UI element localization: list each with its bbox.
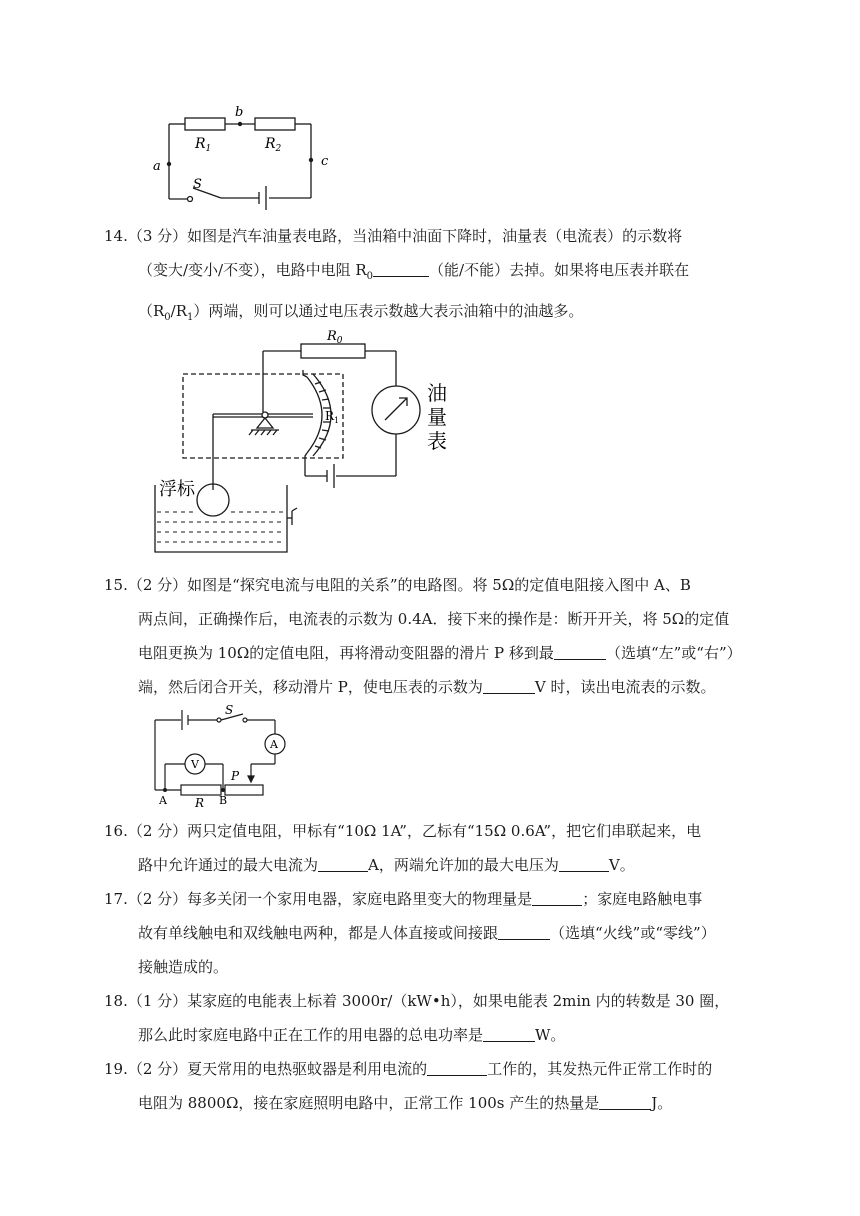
question-score: （1 分） xyxy=(127,992,188,1010)
question-text: 电阻更换为 10Ω的定值电阻，再将滑动变阻器的滑片 P 移到最 xyxy=(138,644,554,662)
answer-blank[interactable] xyxy=(373,260,429,277)
answer-blank[interactable] xyxy=(427,1059,487,1076)
question-text: （选填“火线”或“零线”） xyxy=(550,924,716,942)
question-text: 如图是“探究电流与电阻的关系”的电路图。将 5Ω的定值电阻接入图中 A、B xyxy=(187,576,691,594)
question-text: 接触造成的。 xyxy=(138,958,229,976)
question-text: 工作的，其发热元件正常工作时的 xyxy=(487,1060,713,1078)
question-text: /R xyxy=(170,302,188,320)
point-c-label: c xyxy=(321,154,329,169)
question-score: （2 分） xyxy=(127,576,188,594)
answer-blank[interactable] xyxy=(318,855,368,872)
question-19 xyxy=(104,1052,744,1120)
question-text: （R xyxy=(138,302,165,320)
resistor-r xyxy=(181,785,221,795)
subscript: 1 xyxy=(187,312,194,323)
question-score: （2 分） xyxy=(127,890,188,908)
point-a-label: A xyxy=(159,794,167,807)
question-text: 每多关闭一个家用电器，家庭电路里变大的物理量是 xyxy=(187,890,533,908)
answer-blank[interactable] xyxy=(483,1025,535,1042)
voltmeter-label: V xyxy=(191,758,199,771)
subscript: 0 xyxy=(366,271,374,282)
question-number: 15. xyxy=(104,576,128,594)
question-text: 两点间，正确操作后，电流表的示数为 0.4A．接下来的操作是：断开开关，将 5Ω的定值 xyxy=(138,610,730,628)
question-number: 16. xyxy=(104,822,128,840)
current-resistance-circuit-diagram xyxy=(145,704,295,808)
question-text: 那么此时家庭电路中正在工作的用电器的总电功率是 xyxy=(138,1026,484,1044)
r1-label: $R_1$ xyxy=(195,136,212,154)
question-text: A，两端允许加的最大电压为 xyxy=(368,856,559,874)
r0-label: $R_0$ xyxy=(327,329,343,346)
pivot xyxy=(257,418,273,428)
fuel-gauge-label-3: 表 xyxy=(427,429,447,453)
resistor-r0 xyxy=(301,344,365,358)
resistor-r-label: R xyxy=(195,796,205,808)
r2-label: $R_2$ xyxy=(265,136,282,154)
fuel-gauge-label-2: 量 xyxy=(427,405,447,429)
question-text: J。 xyxy=(651,1094,673,1112)
fuel-gauge-meter xyxy=(372,386,420,434)
answer-blank[interactable] xyxy=(599,1093,651,1110)
slider-p-label: P xyxy=(231,769,240,783)
question-text: 电阻为 8800Ω，接在家庭照明电路中，正常工作 100s 产生的热量是 xyxy=(138,1094,600,1112)
question-text: 端，然后闭合开关，移动滑片 P，使电压表的示数为 xyxy=(138,678,483,696)
slider-p xyxy=(248,776,254,782)
question-15 xyxy=(104,568,744,704)
answer-blank[interactable] xyxy=(498,923,550,940)
resistor-r1 xyxy=(185,118,225,130)
point-b-label: B xyxy=(219,794,228,807)
question-text: ；家庭电路触电事 xyxy=(582,890,703,908)
question-14 xyxy=(104,219,744,335)
question-text: V 时，读出电流表的示数。 xyxy=(534,678,716,696)
question-number: 17. xyxy=(104,890,128,908)
float-label: 浮标 xyxy=(159,479,195,500)
answer-blank[interactable] xyxy=(559,855,609,872)
question-number: 19. xyxy=(104,1060,128,1078)
question-16 xyxy=(104,814,744,882)
subscript: 0 xyxy=(164,312,171,323)
question-text: W。 xyxy=(535,1026,566,1044)
answer-blank[interactable] xyxy=(554,643,606,660)
switch-s-label: S xyxy=(193,177,202,192)
question-17 xyxy=(104,882,744,984)
question-text: （变大/变小/不变），电路中电阻 R xyxy=(138,261,367,279)
question-text: 故有单线触电和双线触电两种，都是人体直接或间接跟 xyxy=(138,924,499,942)
answer-blank[interactable] xyxy=(483,677,535,694)
question-text: 两只定值电阻，甲标有“10Ω 1A”，乙标有“15Ω 0.6A”，把它们串联起来，电 xyxy=(187,822,702,840)
point-b-label: b xyxy=(235,105,244,120)
question-text: 路中允许通过的最大电流为 xyxy=(138,856,319,874)
question-18 xyxy=(104,984,744,1052)
question-text: 如图是汽车油量表电路，当油箱中油面下降时，油量表（电流表）的示数将 xyxy=(187,227,683,245)
fuel-gauge-label-1: 油 xyxy=(427,381,447,405)
answer-blank[interactable] xyxy=(532,889,582,906)
point-a-label: a xyxy=(153,159,161,174)
question-score: （2 分） xyxy=(127,1060,188,1078)
switch-s-label: S xyxy=(225,704,234,717)
question-text: 某家庭的电能表上标着 3000r/（kW•h），如果电能表 2min 内的转数是 30 圈， xyxy=(187,992,730,1010)
ammeter-label: A xyxy=(270,738,278,751)
question-number: 14. xyxy=(104,227,128,245)
meter-needle xyxy=(385,398,407,420)
fuel-gauge-circuit-diagram xyxy=(145,322,465,560)
question-score: （2 分） xyxy=(127,822,188,840)
r1-label: $R_1$ xyxy=(325,409,340,425)
resistor-r2 xyxy=(255,118,295,130)
question-text: 夏天常用的电热驱蚊器是利用电流的 xyxy=(187,1060,428,1078)
rheostat xyxy=(225,785,263,795)
circuit-diagram-q13 xyxy=(145,102,345,218)
question-text: ）两端，则可以通过电压表示数越大表示油箱中的油越多。 xyxy=(193,302,584,320)
question-number: 18. xyxy=(104,992,128,1010)
question-score: （3 分） xyxy=(127,227,188,245)
variable-resistor-r1 xyxy=(307,377,322,453)
question-text: V。 xyxy=(608,856,635,874)
question-text: （选填“左”或“右”） xyxy=(605,644,742,662)
question-text: （能/不能）去掉。如果将电压表并联在 xyxy=(429,261,690,279)
